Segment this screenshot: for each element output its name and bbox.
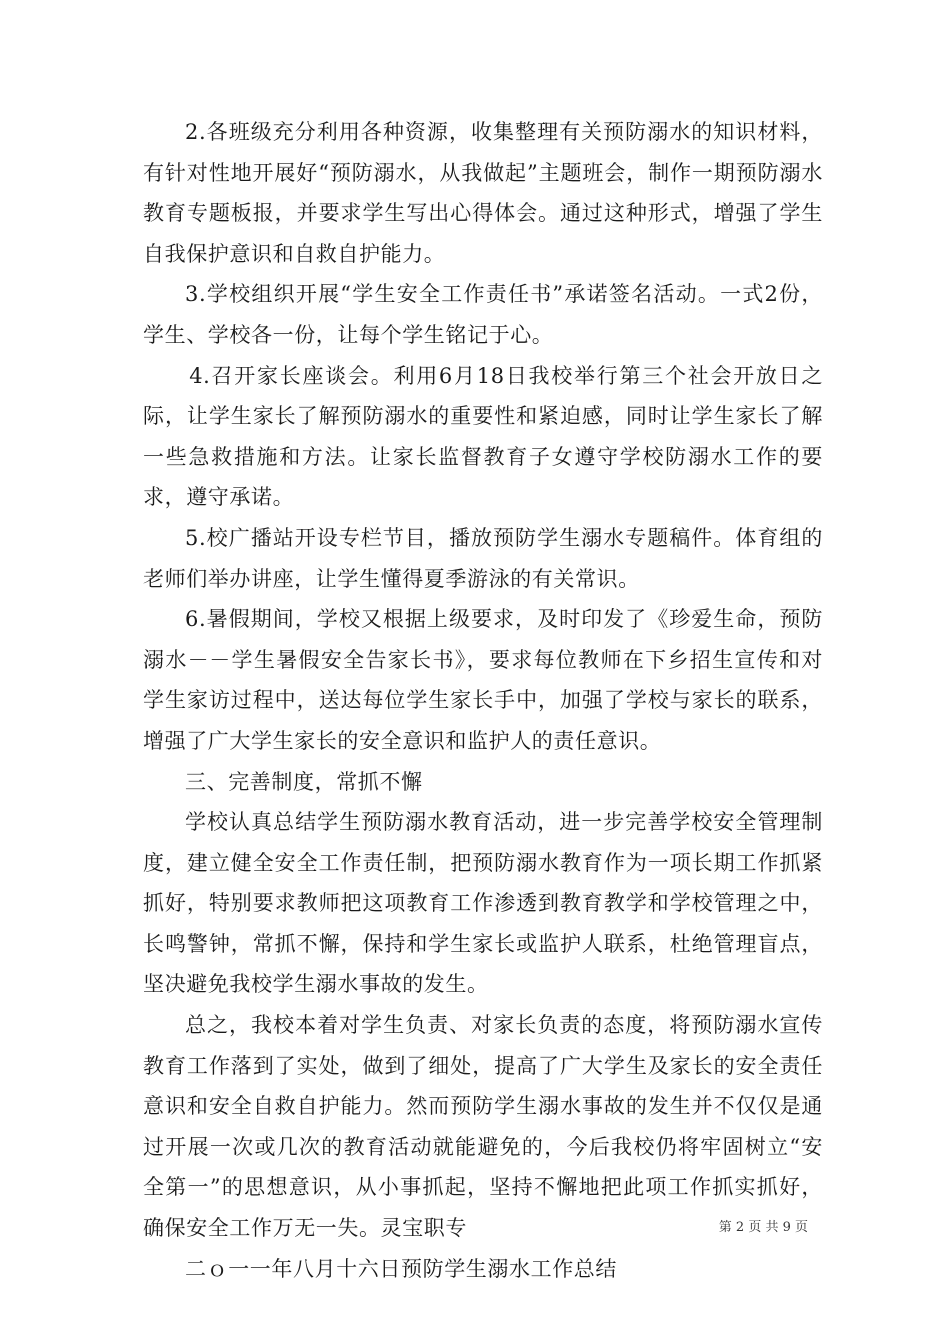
page-number: 第 2 页 共 9 页 [718, 1220, 808, 1235]
paragraph-item-3: 3.学校组织开展“学生安全工作责任书”承诺签名活动。一式2份，学生、学校各一份，让每个学生铭记于心。 [143, 282, 823, 347]
paragraph-item-5: 5.校广播站开设专栏节目，播放预防学生溺水专题稿件。体育组的老师们举办讲座，让学生懂得夏季游泳的有关常识。 [143, 525, 823, 591]
paragraph-item-2: 2.各班级充分利用各种资源，收集整理有关预防溺水的知识材料，有针对性地开展好“预防溺水，从我做起”主题班会，制作一期预防溺水教育专题板报，并要求学生写出心得体会。通过这种形式，增强了学生自我保护意识和自救自护能力。 [143, 120, 823, 266]
paragraph-system: 学校认真总结学生预防溺水教育活动，进一步完善学校安全管理制度，建立健全安全工作责任制，把预防溺水教育作为一项长期工作抓紧抓好，特别要求教师把这项教育工作渗透到教育教学和学校管理之中，长鸣警钟，常抓不懈，保持和学生家长或监护人联系，杜绝管理盲点，坚决避免我校学生溺水事故的发生。 [143, 810, 823, 997]
paragraph-item-6: 6.暑假期间，学校又根据上级要求，及时印发了《珍爱生命，预防溺水－－学生暑假安全告家长书》，要求每位教师在下乡招生宣传和对学生家访过程中，送达每位学生家长手中，加强了学校与家长的联系，增强了广大学生家长的安全意识和监护人的责任意识。 [143, 607, 823, 753]
document-body [143, 112, 823, 1289]
paragraph-date-title: 二ｏ一一年八月十六日预防学生溺水工作总结 [185, 1256, 617, 1281]
section-heading-3: 三、完善制度，常抓不懈 [185, 769, 423, 794]
paragraph-item-4: 4.召开家长座谈会。利用6月18日我校举行第三个社会开放日之际，让学生家长了解预防溺水的重要性和紧迫感，同时让学生家长了解一些急救措施和方法。让家长监督教育子女遵守学校防溺水工作的要求，遵守承诺。 [143, 363, 823, 510]
paragraph-conclusion: 总之，我校本着对学生负责、对家长负责的态度，将预防溺水宣传教育工作落到了实处，做到了细处，提高了广大学生及家长的安全责任意识和安全自救自护能力。然而预防学生溺水事故的发生并不仅仅是通过开展一次或几次的教育活动就能避免的，今后我校仍将牢固树立“安全第一”的思想意识，从小事抓起，坚持不懈地把此项工作抓实抓好，确保安全工作万无一失。灵宝职专 [143, 1013, 823, 1241]
